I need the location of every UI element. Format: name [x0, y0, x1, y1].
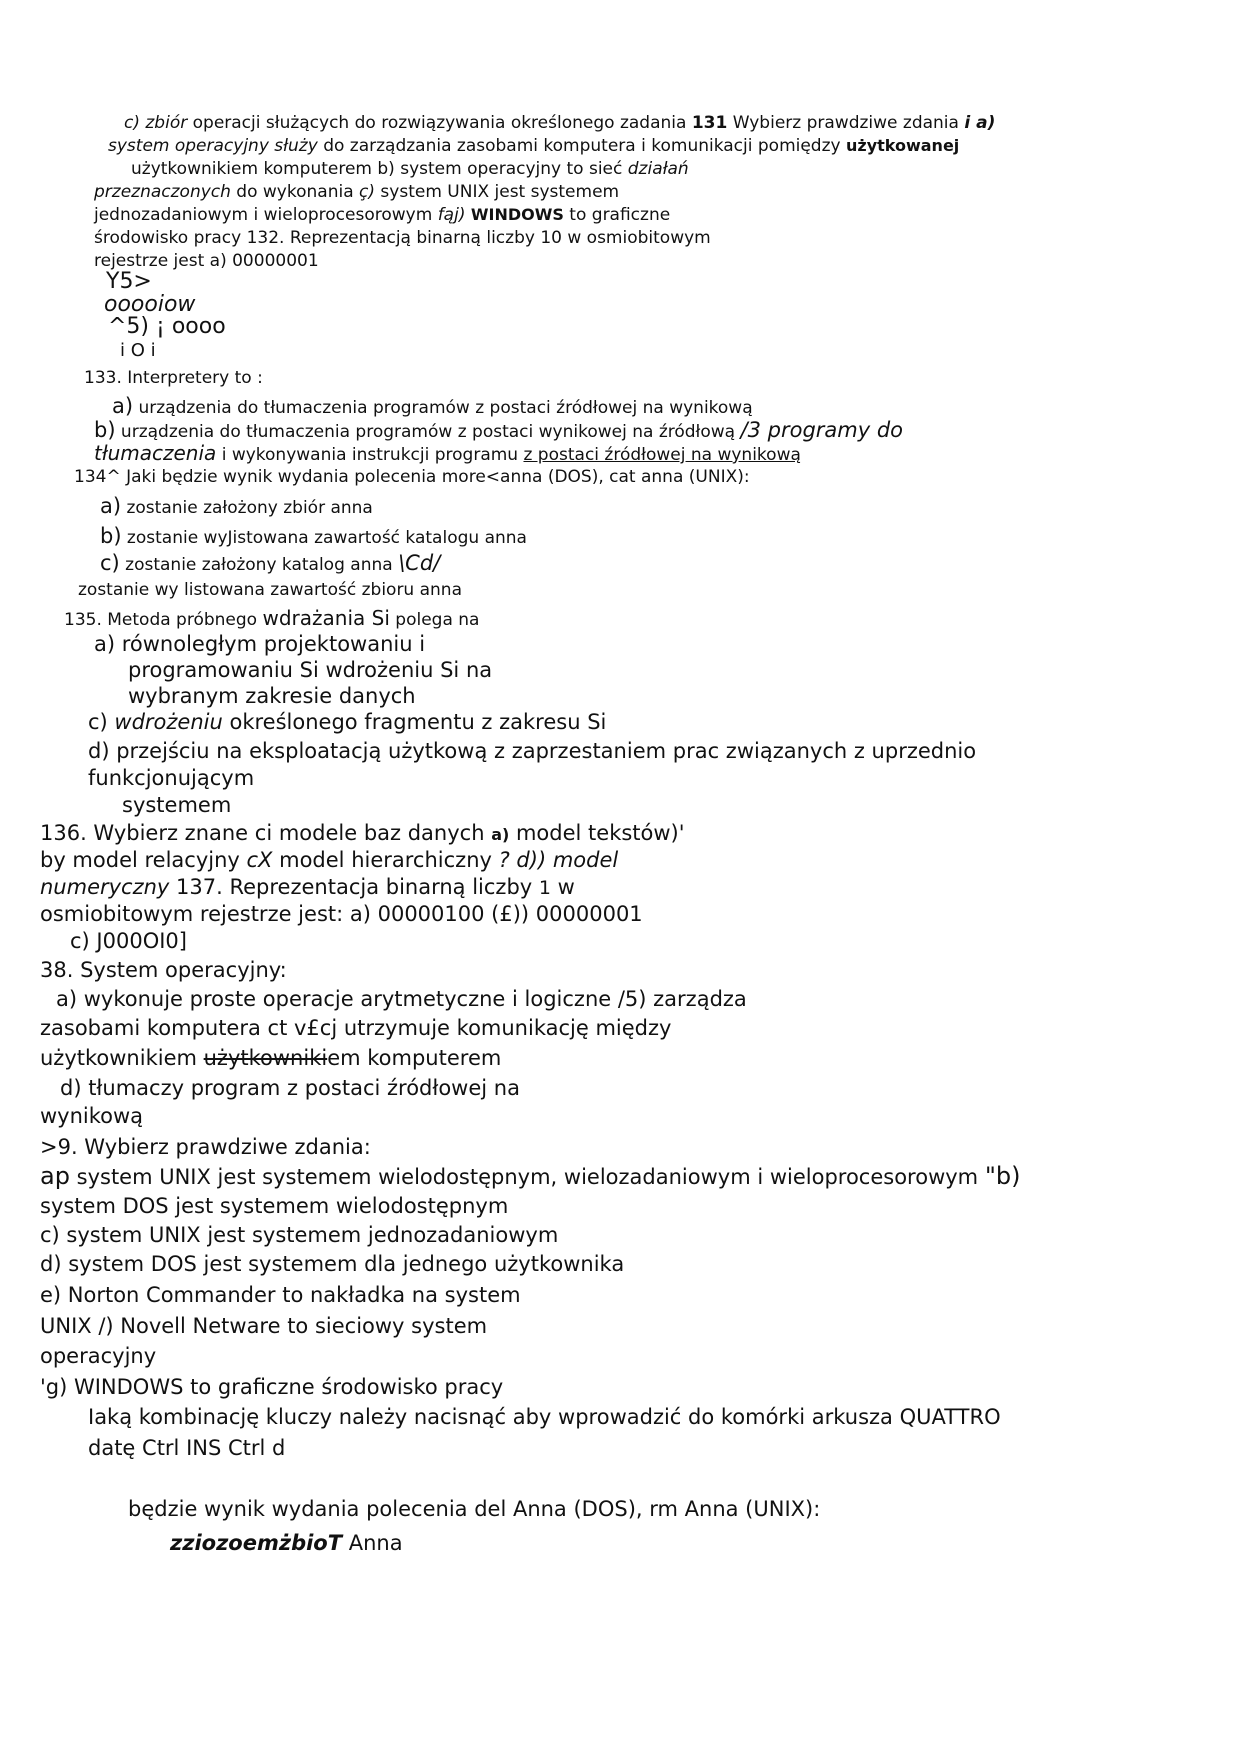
- text-line: ap system UNIX jest systemem wielodostępnym, wielozadaniowym i wieloprocesorowym "b): [40, 1162, 1021, 1190]
- text-line: a) równoległym projektowaniu i: [94, 632, 426, 656]
- text-line: c) wdrożeniu określonego fragmentu z zakresu Si: [88, 710, 607, 734]
- text-line: przeznaczonych do wykonania ç) system UNIX jest systemem: [94, 182, 620, 202]
- text-line: programowaniu Si wdrożeniu Si na: [128, 658, 493, 682]
- text-line: użytkownikiem użytkownikiem komputerem: [40, 1046, 502, 1070]
- text-line: ^5) ¡ oooo: [108, 314, 226, 339]
- text-line: i O i: [120, 340, 156, 361]
- text-line: zziozoemżbioT Anna: [170, 1531, 403, 1555]
- text-line: by model relacyjny cX model hierarchiczny ? d)) model: [40, 848, 619, 872]
- text-line: a) urządzenia do tłumaczenia programów z postaci źródłowej na wynikową: [112, 394, 753, 418]
- text-line: c) J000OI0]: [70, 929, 187, 953]
- text-line: osmiobitowym rejestrze jest: a) 00000100 (£)) 00000001: [40, 902, 643, 926]
- text-line: a) zostanie założony zbiór anna: [100, 494, 373, 518]
- text-line: datę Ctrl INS Ctrl d: [88, 1436, 286, 1460]
- text-line: d) tłumaczy program z postaci źródłowej na: [60, 1076, 520, 1100]
- text-line: Y5>: [106, 269, 152, 294]
- text-line: zostanie wy listowana zawartość zbioru anna: [78, 580, 462, 600]
- text-line: 136. Wybierz znane ci modele baz danych a) model tekstów)': [40, 821, 685, 845]
- text-line: operacyjny: [40, 1344, 157, 1368]
- text-line: c) zbiór operacji służących do rozwiązywania określonego zadania 131 Wybierz prawdziwe zdania i a): [124, 113, 996, 133]
- text-line: e) Norton Commander to nakładka na system: [40, 1283, 521, 1307]
- text-line: tłumaczenia i wykonywania instrukcji programu z postaci źródłowej na wynikową: [94, 441, 801, 465]
- text-line: będzie wynik wydania polecenia del Anna (DOS), rm Anna (UNIX):: [128, 1497, 821, 1521]
- text-line: 'g) WINDOWS to graficzne środowisko pracy: [40, 1375, 504, 1399]
- text-line: środowisko pracy 132. Reprezentacją binarną liczby 10 w osmiobitowym: [94, 228, 711, 248]
- text-line: użytkownikiem komputerem b) system operacyjny to sieć działań: [131, 159, 689, 179]
- text-line: d) przejściu na eksploatacją użytkową z zaprzestaniem prac związanych z uprzednio: [88, 739, 977, 763]
- text-line: c) zostanie założony katalog anna \Cd/: [100, 551, 441, 575]
- text-line: 38. System operacyjny:: [40, 958, 287, 982]
- text-line: ooooiow: [104, 292, 196, 317]
- text-line: 133. Interpretery to :: [84, 368, 263, 388]
- text-line: b) zostanie wyJistowana zawartość katalogu anna: [100, 524, 527, 548]
- text-line: system DOS jest systemem wielodostępnym: [40, 1194, 509, 1218]
- text-line: >9. Wybierz prawdziwe zdania:: [40, 1135, 371, 1159]
- text-line: a) wykonuje proste operacje arytmetyczne i logiczne /5) zarządza: [56, 987, 747, 1011]
- text-line: jednozadaniowym i wieloprocesorowym fąj) WINDOWS to graficzne: [94, 205, 671, 225]
- text-line: d) system DOS jest systemem dla jednego użytkownika: [40, 1252, 625, 1276]
- text-line: rejestrze jest a) 00000001: [94, 251, 319, 271]
- text-line: b) urządzenia do tłumaczenia programów z postaci wynikowej na źródłową /3 programy do: [94, 418, 904, 442]
- text-line: system operacyjny służy do zarządzania zasobami komputera i komunikacji pomiędzy użytkowanej: [108, 136, 960, 156]
- text-line: Iaką kombinację kluczy należy nacisnąć aby wprowadzić do komórki arkusza QUATTRO: [88, 1405, 1001, 1429]
- text-line: 135. Metoda próbnego wdrażania Si polega na: [64, 606, 480, 630]
- text-line: zasobami komputera ct v£cj utrzymuje komunikację między: [40, 1016, 672, 1040]
- text-line: numeryczny 137. Reprezentacja binarną liczby 1 w: [40, 875, 575, 899]
- text-line: wynikową: [40, 1104, 144, 1128]
- text-line: c) system UNIX jest systemem jednozadaniowym: [40, 1223, 559, 1247]
- text-line: UNIX /) Novell Netware to sieciowy system: [40, 1314, 488, 1338]
- text-line: 134^ Jaki będzie wynik wydania polecenia more<anna (DOS), cat anna (UNIX):: [74, 467, 750, 487]
- text-line: funkcjonującym: [88, 766, 255, 790]
- text-line: wybranym zakresie danych: [128, 684, 416, 708]
- text-line: systemem: [122, 793, 232, 817]
